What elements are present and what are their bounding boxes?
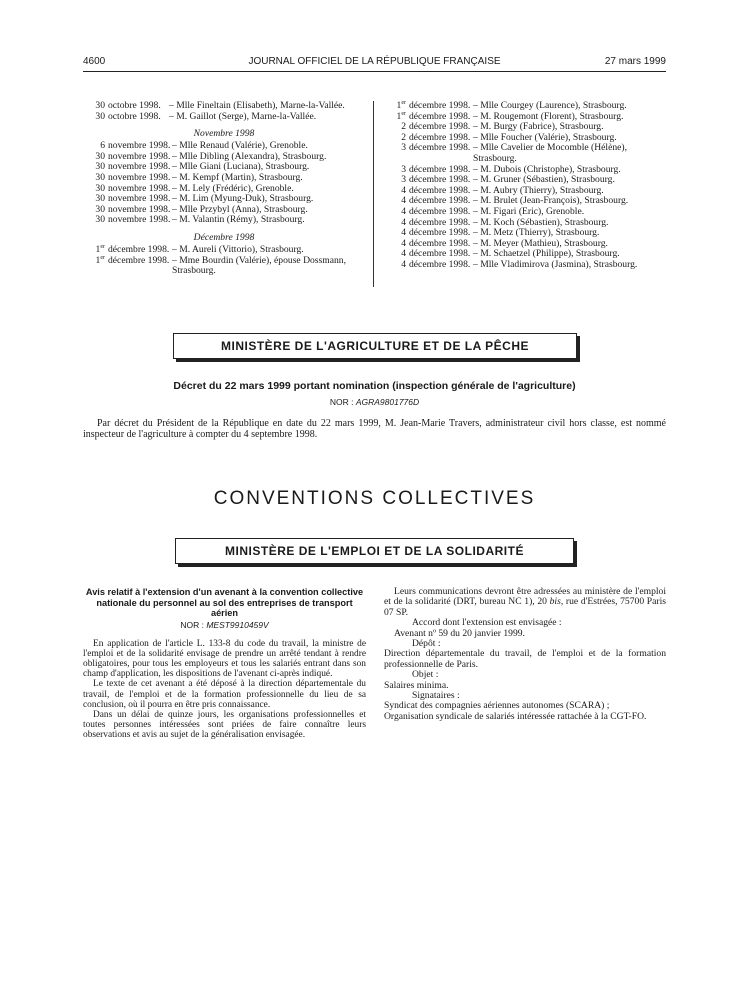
list-item: 30 novembre 1998. – Mlle Giani (Luciana), Strasbourg. <box>95 161 310 173</box>
section-title: CONVENTIONS COLLECTIVES <box>213 488 536 509</box>
page-number: 4600 <box>83 56 106 67</box>
list-item: 30 novembre 1998. – M. Lely (Frédéric), Grenoble. <box>95 182 294 194</box>
right-appointment-list <box>384 101 666 271</box>
ministry-emploi-box: MINISTÈRE DE L'EMPLOI ET DE LA SOLIDARITÉ <box>175 538 574 564</box>
list-item: 3 décembre 1998. – Mlle Cavelier de Mocomble (Hélène), Strasbourg. <box>401 142 627 164</box>
objet-label: Objet : <box>412 669 439 681</box>
list-item: 30 novembre 1998. – M. Valantin (Rémy), Strasbourg. <box>95 214 305 226</box>
list-item: 30 octobre 1998. – Mlle Fineltain (Elisabeth), Marne-la-Vallée. <box>95 100 345 111</box>
list-item: 4 décembre 1998. – M. Figari (Eric), Grenoble. <box>401 205 585 217</box>
depot-label: Dépôt : <box>412 638 441 650</box>
list-item: 30 novembre 1998. – Mlle Przybyl (Anna), Strasbourg. <box>95 203 308 215</box>
avis-left-column <box>83 587 366 741</box>
decree-title: Décret du 22 mars 1999 portant nomination (inspection générale de l'agriculture) <box>173 380 576 392</box>
avis-right-column <box>384 587 666 722</box>
signataires-label: Signataires : <box>412 690 460 702</box>
avis-paragraph-1: En application de l'article L. 133-8 du code du travail, la ministre de l'emploi et de la solidarité envisage de prendre un arrêté tendant à rendre obligatoires, pour tous les employeurs et tous les salariés entrant dans son champ d'application, les dispositions de l'avenant ci-après indiqué. <box>83 638 366 680</box>
decree-nor: NOR : AGRA9801776D <box>329 397 420 407</box>
decree-body: Par décret du Président de la République en date du 22 mars 1999, M. Jean-Marie Travers, administrateur civil hors classe, est nommé inspecteur de l'agriculture à compter du 4 septembre 1998. <box>83 418 666 441</box>
avis-paragraph-3: Dans un délai de quinze jours, les organisations professionnelles et toutes personnes intéressées sont priées de faire connaître leurs observations et avis au sujet de la généralisation envisagée. <box>83 709 366 741</box>
list-item: 3 décembre 1998. – M. Gruner (Sébastien), Strasbourg. <box>401 174 615 186</box>
issue-date: 27 mars 1999 <box>604 56 666 67</box>
objet-value: Salaires minima. <box>384 679 449 691</box>
left-appointment-list <box>83 101 365 277</box>
header-rule <box>83 71 666 72</box>
list-item: 1er décembre 1998. – M. Aureli (Vittorio), Strasbourg. <box>95 243 304 255</box>
list-item: 4 décembre 1998. – M. Meyer (Mathieu), Strasbourg. <box>401 237 608 249</box>
list-item: 4 décembre 1998. – Mlle Vladimirova (Jasmina), Strasbourg. <box>401 258 638 270</box>
list-item: 2 décembre 1998. – Mlle Foucher (Valérie), Strasbourg. <box>401 131 617 143</box>
avis-communications: Leurs communications devront être adressées au ministère de l'emploi et de la solidarité (DRT, bureau NC 1), 20 bis, rue d'Estrées, 75700 Paris 07 SP. <box>384 586 666 618</box>
list-item: 30 octobre 1998. – M. Gaillot (Serge), Marne-la-Vallée. <box>95 110 317 122</box>
list-item: 4 décembre 1998. – M. Aubry (Thierry), Strasbourg. <box>401 184 604 196</box>
avis-paragraph-2: Le texte de cet avenant a été déposé à la direction départementale du travail, de l'emploi et de la formation professionnelle du lieu de sa conclusion, où il pourra en être pris connaissance. <box>83 679 366 710</box>
journal-title: JOURNAL OFFICIEL DE LA RÉPUBLIQUE FRANÇAISE <box>248 56 501 67</box>
month-heading-november: Novembre 1998 <box>193 128 255 140</box>
month-heading-december: Décembre 1998 <box>193 231 255 243</box>
avis-title: Avis relatif à l'extension d'un avenant à la convention collective nationale du personnel au sol des entreprises de transport aérien <box>85 587 364 618</box>
signataire-2: Organisation syndicale de salariés intéressée rattachée à la CGT-FO. <box>384 710 647 722</box>
list-item: 30 novembre 1998. – M. Lim (Myung-Duk), Strasbourg. <box>95 193 314 205</box>
accord-value: Avenant nº 59 du 20 janvier 1999. <box>394 627 525 639</box>
list-item: 1er décembre 1998. – M. Rougemont (Florent), Strasbourg. <box>396 110 624 122</box>
list-item: 30 novembre 1998. – M. Kempf (Martin), Strasbourg. <box>95 171 303 183</box>
list-item: 3 décembre 1998. – M. Dubois (Christophe), Strasbourg. <box>401 163 621 175</box>
list-item: 4 décembre 1998. – M. Brulet (Jean-François), Strasbourg. <box>401 195 629 207</box>
avis-nor: NOR : MEST9910459V <box>180 619 269 630</box>
list-item: 1er décembre 1998. – Mlle Courgey (Laurence), Strasbourg. <box>396 99 627 111</box>
depot-value: Direction départementale du travail, de l'emploi et de la formation professionnelle de Paris. <box>384 648 666 670</box>
column-divider <box>373 101 374 287</box>
list-item: 6 novembre 1998. – Mlle Renaud (Valérie), Grenoble. <box>100 140 308 152</box>
ministry-agriculture-box: MINISTÈRE DE L'AGRICULTURE ET DE LA PÊCHE <box>173 333 577 359</box>
list-item: 1er décembre 1998. – Mme Bourdin (Valérie), épouse Dossmann, Strasbourg. <box>95 254 346 277</box>
signataire-1: Syndicat des compagnies aériennes autonomes (SCARA) ; <box>384 700 610 712</box>
list-item: 4 décembre 1998. – M. Metz (Thierry), Strasbourg. <box>401 227 600 239</box>
list-item: 30 novembre 1998. – Mlle Dibling (Alexandra), Strasbourg. <box>95 150 327 162</box>
list-item: 4 décembre 1998. – M. Koch (Sébastien), Strasbourg. <box>401 216 609 228</box>
accord-label: Accord dont l'extension est envisagée : <box>412 617 562 629</box>
list-item: 4 décembre 1998. – M. Schaetzel (Philippe), Strasbourg. <box>401 248 620 260</box>
page-header <box>83 56 666 70</box>
list-item: 2 décembre 1998. – M. Burgy (Fabrice), Strasbourg. <box>401 121 604 133</box>
